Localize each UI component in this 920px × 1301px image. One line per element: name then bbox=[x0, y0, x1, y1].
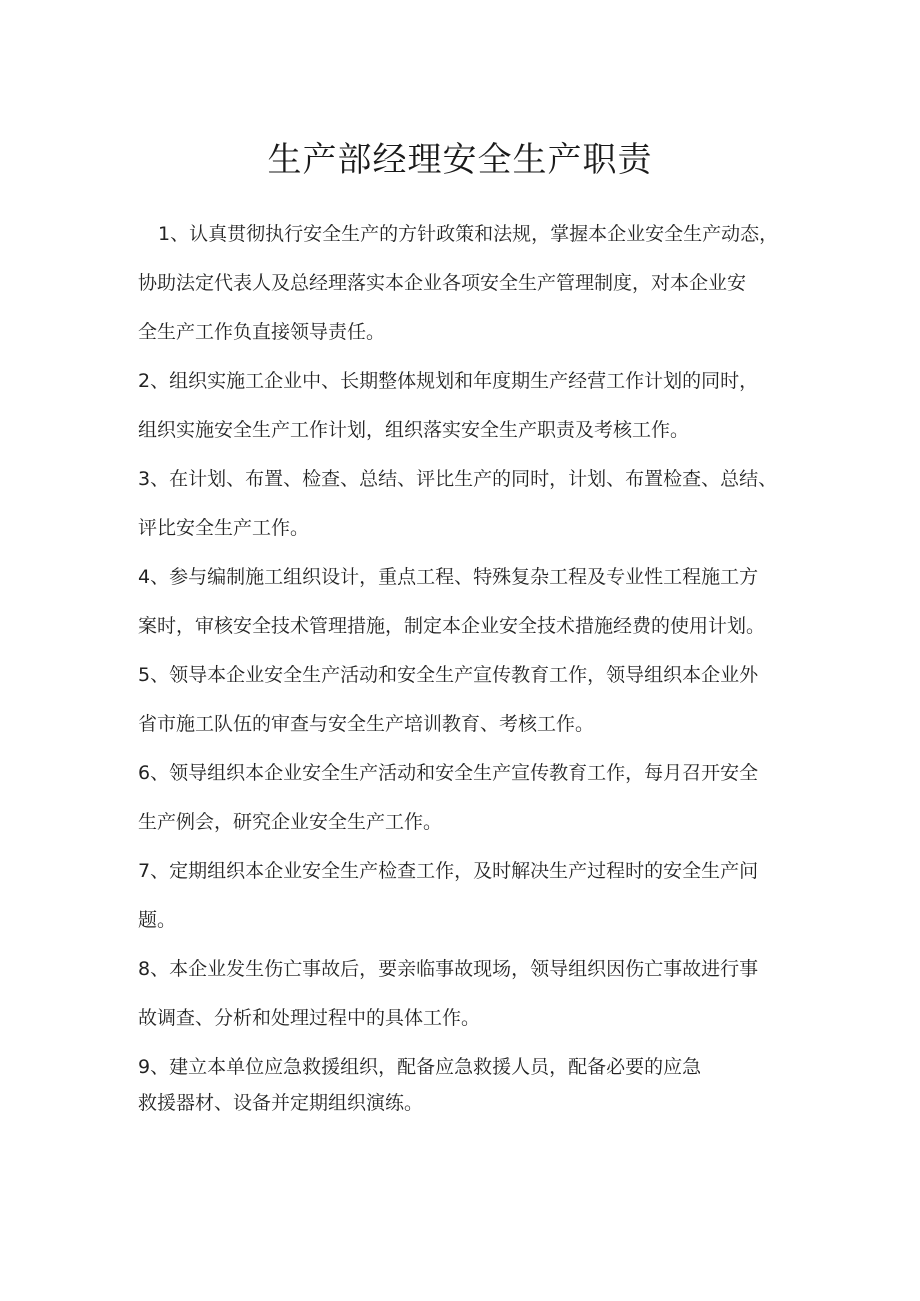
item-1-line-1: 1、认真贯彻执行安全生产的方针政策和法规，掌握本企业安全生产动态， bbox=[158, 223, 779, 245]
document-title: 生产部经理安全生产职责 bbox=[267, 140, 653, 180]
item-2-line-2: 组织实施安全生产工作计划，组织落实安全生产职责及考核工作。 bbox=[138, 419, 690, 441]
item-8-line-2: 故调查、分析和处理过程中的具体工作。 bbox=[138, 1007, 481, 1029]
item-6-line-2: 生产例会，研究企业安全生产工作。 bbox=[138, 811, 443, 833]
item-4-line-2: 案时，审核安全技术管理措施，制定本企业安全技术措施经费的使用计划。 bbox=[138, 615, 766, 637]
item-9-line-2: 救援器材、设备并定期组织演练。 bbox=[138, 1092, 424, 1114]
item-8-line-1: 8、本企业发生伤亡事故后，要亲临事故现场，领导组织因伤亡事故进行事 bbox=[138, 958, 759, 980]
item-9-line-1: 9、建立本单位应急救援组织，配备应急救援人员，配备必要的应急 bbox=[138, 1056, 702, 1078]
item-6-line-1: 6、领导组织本企业安全生产活动和安全生产宣传教育工作，每月召开安全 bbox=[138, 762, 759, 784]
item-5-line-1: 5、领导本企业安全生产活动和安全生产宣传教育工作，领导组织本企业外 bbox=[138, 664, 759, 686]
item-3-line-1: 3、在计划、布置、检查、总结、评比生产的同时，计划、布置检查、总结、 bbox=[138, 468, 778, 490]
item-7-line-2: 题。 bbox=[138, 909, 177, 931]
item-1-line-2: 协助法定代表人及总经理落实本企业各项安全生产管理制度，对本企业安 bbox=[138, 272, 747, 294]
item-1-line-3: 全生产工作负直接领导责任。 bbox=[138, 321, 386, 343]
item-4-line-1: 4、参与编制施工组织设计，重点工程、特殊复杂工程及专业性工程施工方 bbox=[138, 566, 759, 588]
item-7-line-1: 7、定期组织本企业安全生产检查工作，及时解决生产过程时的安全生产问 bbox=[138, 860, 759, 882]
item-5-line-2: 省市施工队伍的审查与安全生产培训教育、考核工作。 bbox=[138, 713, 595, 735]
item-2-line-1: 2、组织实施工企业中、长期整体规划和年度期生产经营工作计划的同时， bbox=[138, 370, 759, 392]
item-3-line-2: 评比安全生产工作。 bbox=[138, 517, 310, 539]
